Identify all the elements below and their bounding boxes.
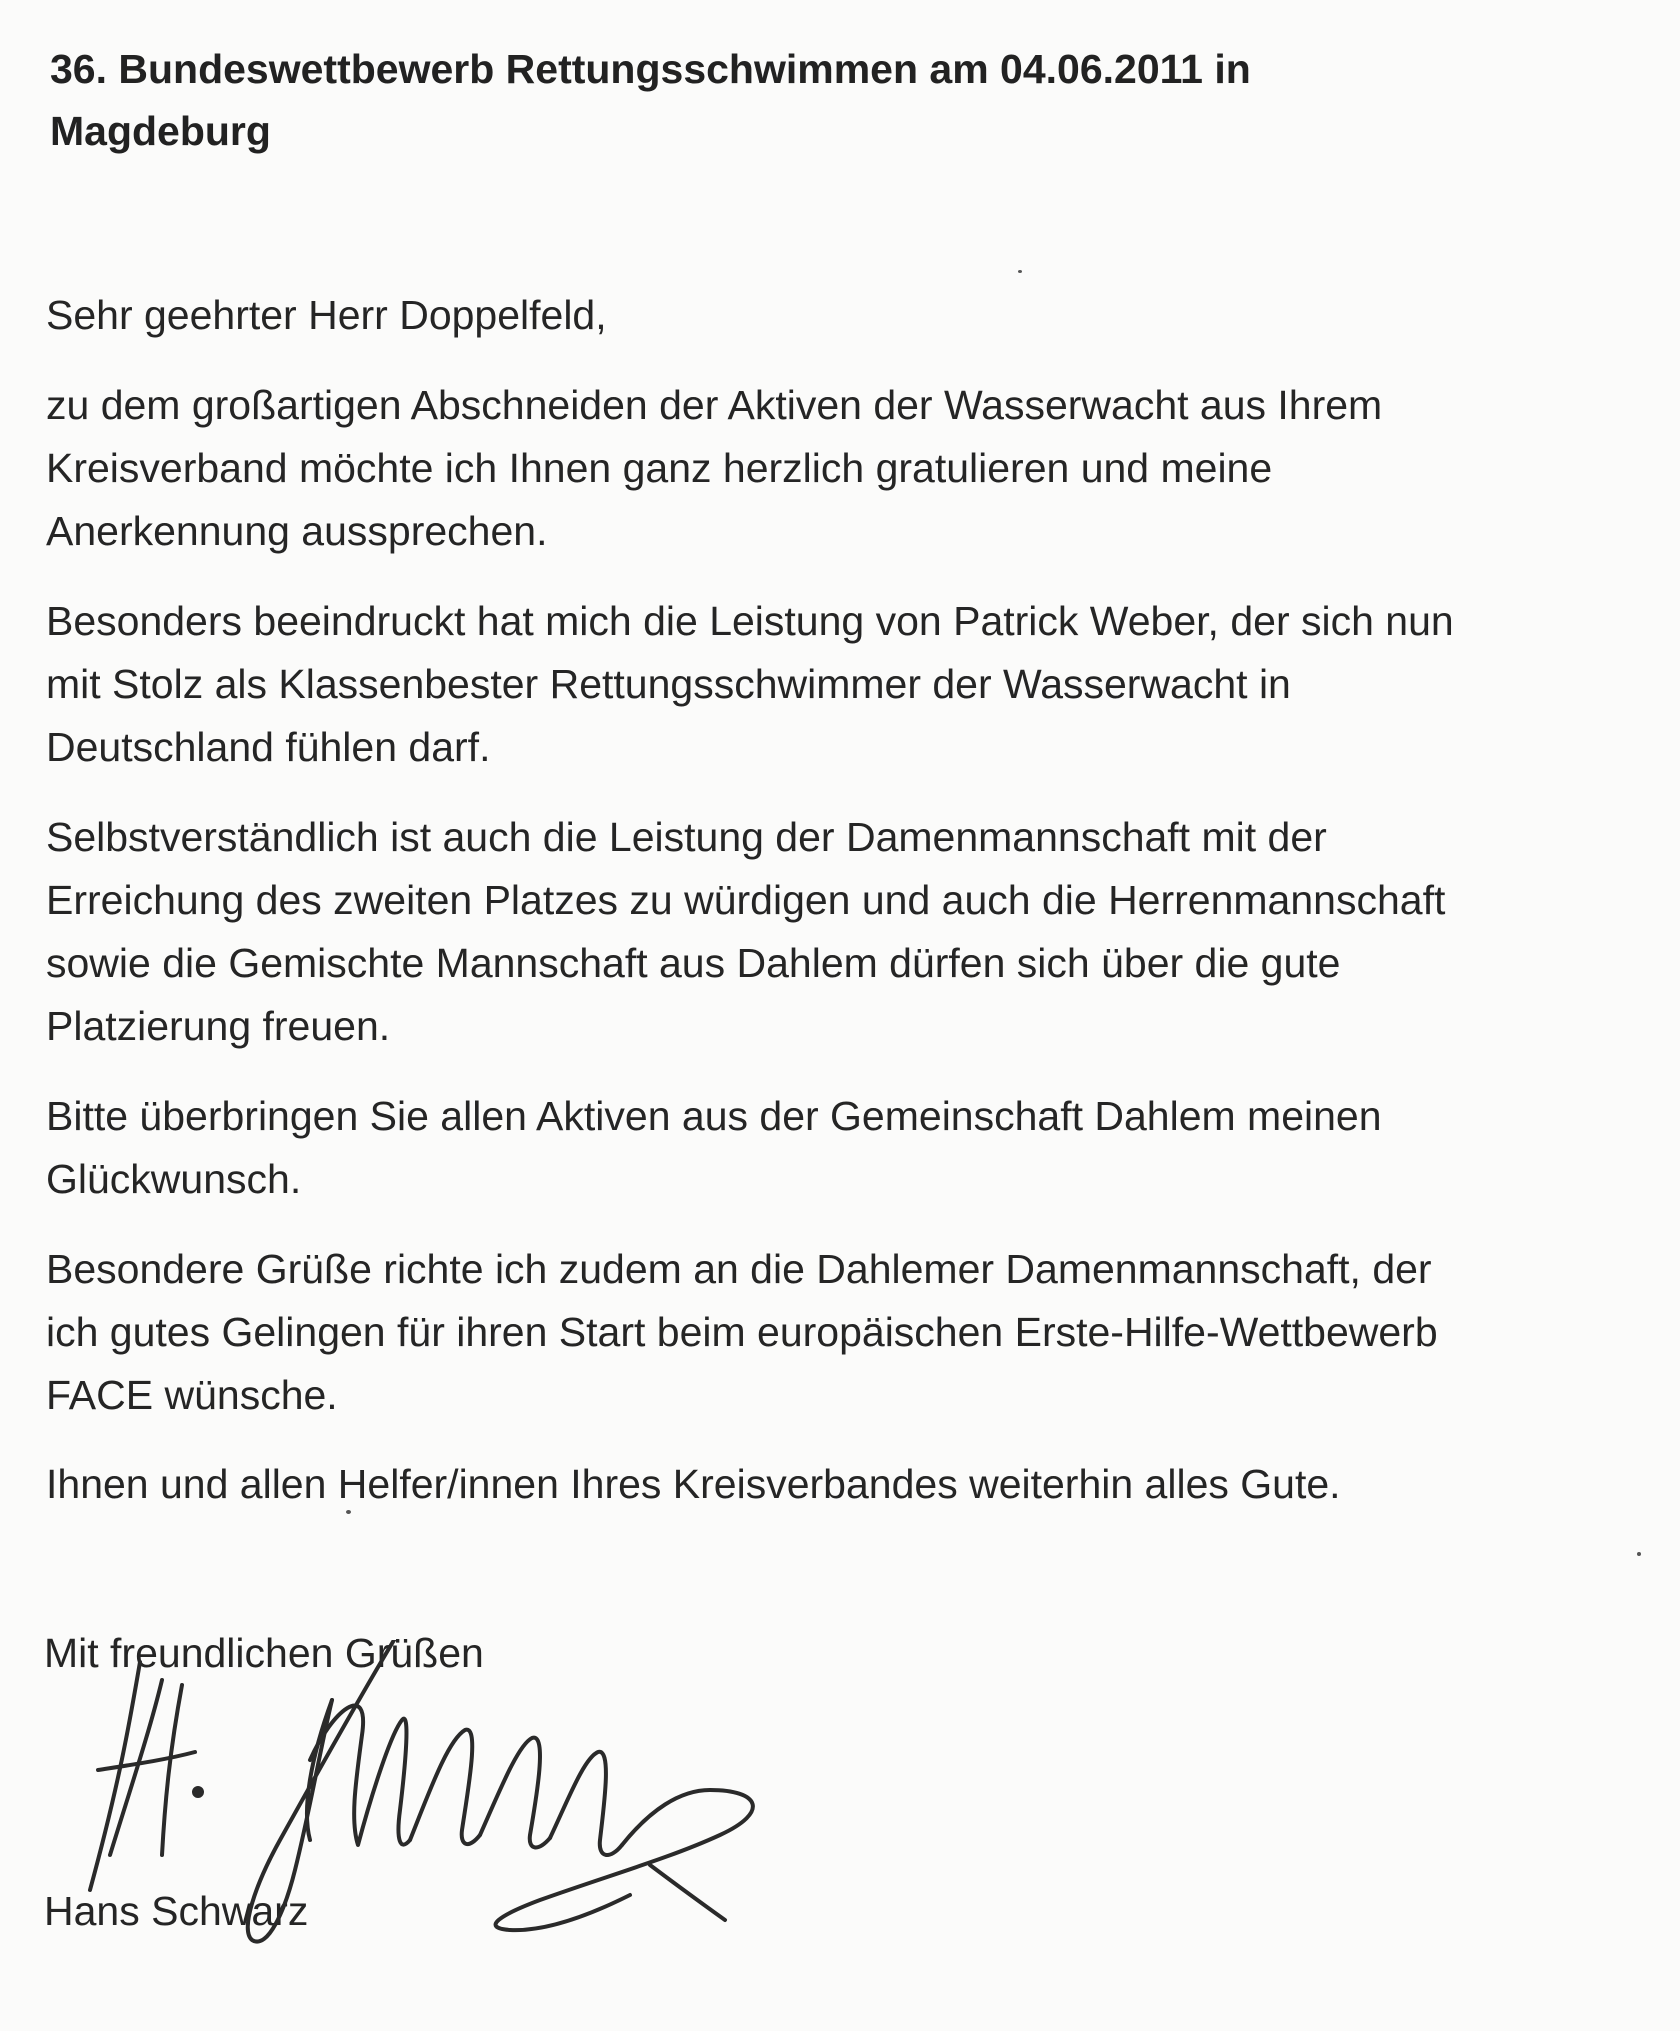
text-line: Selbstverständlich ist auch die Leistung der Damenmannschaft mit der (46, 814, 1327, 860)
scan-speck (1018, 270, 1022, 273)
text-line: ich gutes Gelingen für ihren Start beim europäischen Erste-Hilfe-Wettbewerb (46, 1309, 1438, 1355)
paragraph-greetings-dahlem (46, 1085, 1646, 1211)
paragraph-face-competition (46, 1238, 1646, 1427)
paragraph-patrick-weber (46, 590, 1646, 779)
text-line: zu dem großartigen Abschneiden der Aktiven der Wasserwacht aus Ihrem (46, 382, 1383, 428)
paragraph-best-wishes (46, 1453, 1646, 1516)
text-line: Kreisverband möchte ich Ihnen ganz herzlich gratulieren und meine (46, 445, 1273, 491)
text-line: Glückwunsch. (46, 1156, 302, 1202)
text-line: Platzierung freuen. (46, 1003, 391, 1049)
text-line: Deutschland fühlen darf. (46, 724, 491, 770)
text-line: Anerkennung aussprechen. (46, 508, 548, 554)
letter-subject (50, 38, 1610, 162)
text-line: Besonders beeindruckt hat mich die Leistung von Patrick Weber, der sich nun (46, 598, 1454, 644)
paragraph-teams (46, 806, 1646, 1058)
text-line: Besondere Grüße richte ich zudem an die Dahlemer Damenmannschaft, der (46, 1246, 1432, 1292)
text-line: sowie die Gemischte Mannschaft aus Dahlem dürfen sich über die gute (46, 940, 1341, 986)
text-line: mit Stolz als Klassenbester Rettungsschwimmer der Wasserwacht in (46, 661, 1291, 707)
text-line: Erreichung des zweiten Platzes zu würdigen und auch die Herrenmannschaft (46, 877, 1446, 923)
salutation: Sehr geehrter Herr Doppelfeld, (46, 292, 607, 338)
signer-name: Hans Schwarz (44, 1888, 309, 1934)
scan-speck (346, 1510, 351, 1514)
subject-line-2: Magdeburg (50, 108, 271, 154)
scan-speck (1637, 1552, 1641, 1556)
subject-line-1: 36. Bundeswettbewerb Rettungsschwimmen am 04.06.2011 in (50, 46, 1251, 92)
text-line: Bitte überbringen Sie allen Aktiven aus der Gemeinschaft Dahlem meinen (46, 1093, 1382, 1139)
handwritten-signature (70, 1640, 810, 1980)
paragraph-congratulations (46, 374, 1646, 563)
text-line: FACE wünsche. (46, 1372, 338, 1418)
closing-phrase: Mit freundlichen Grüßen (44, 1630, 484, 1676)
text-line: Ihnen und allen Helfer/innen Ihres Kreisverbandes weiterhin alles Gute. (46, 1461, 1341, 1507)
